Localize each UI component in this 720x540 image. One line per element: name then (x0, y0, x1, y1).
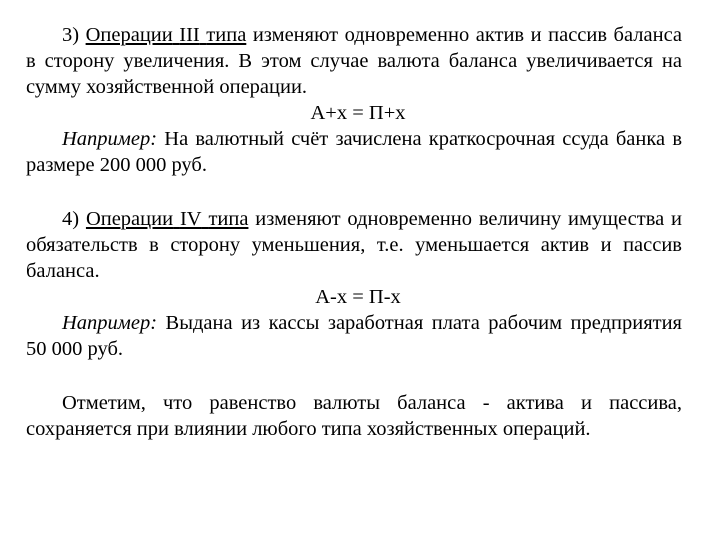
section-4-type-word: типа (208, 208, 249, 230)
section-3-type-roman: III (179, 24, 200, 46)
document-page (26, 22, 682, 442)
section-4-example-label: Например: (62, 312, 158, 334)
spacer (26, 178, 682, 206)
section-3-paragraph (26, 22, 682, 100)
section-4-operations-word: Операции (85, 208, 174, 230)
section-3-type-word: типа (206, 24, 247, 46)
section-4-number: 4) (62, 208, 86, 230)
section-4-example (26, 310, 682, 362)
section-4-text: изменяют одновременно величину имущества и обязательств в сторону уменьшения, т.е. уменьшается актив и пассив баланса. (26, 208, 683, 282)
section-3-example (26, 126, 682, 178)
section-4-type-roman: IV (179, 208, 202, 230)
section-3-number: 3) (62, 24, 86, 46)
spacer (26, 362, 682, 390)
section-3-formula: А+х = П+х (310, 102, 406, 124)
section-4-paragraph (26, 206, 682, 284)
section-4-example-text: Выдана из кассы заработная плата рабочим предприятия 50 000 руб. (26, 312, 682, 360)
section-3-text: изменяют одновременно актив и пассив баланса в сторону увеличения. В этом случае валюта баланса увеличивается на сумму хозяйственной операции. (26, 24, 683, 98)
section-3-example-text: На валютный счёт зачислена краткосрочная ссуда банка в размере 200 000 руб. (26, 128, 682, 176)
section-4-formula: А-х = П-х (315, 286, 401, 308)
section-3-operations-word: Операции (85, 24, 173, 46)
section-3-example-label: Например: (62, 128, 158, 150)
conclusion-paragraph: Отметим, что равенство валюты баланса - актива и пассива, сохраняется при влиянии любого типа хозяйственных операций. (26, 392, 682, 440)
